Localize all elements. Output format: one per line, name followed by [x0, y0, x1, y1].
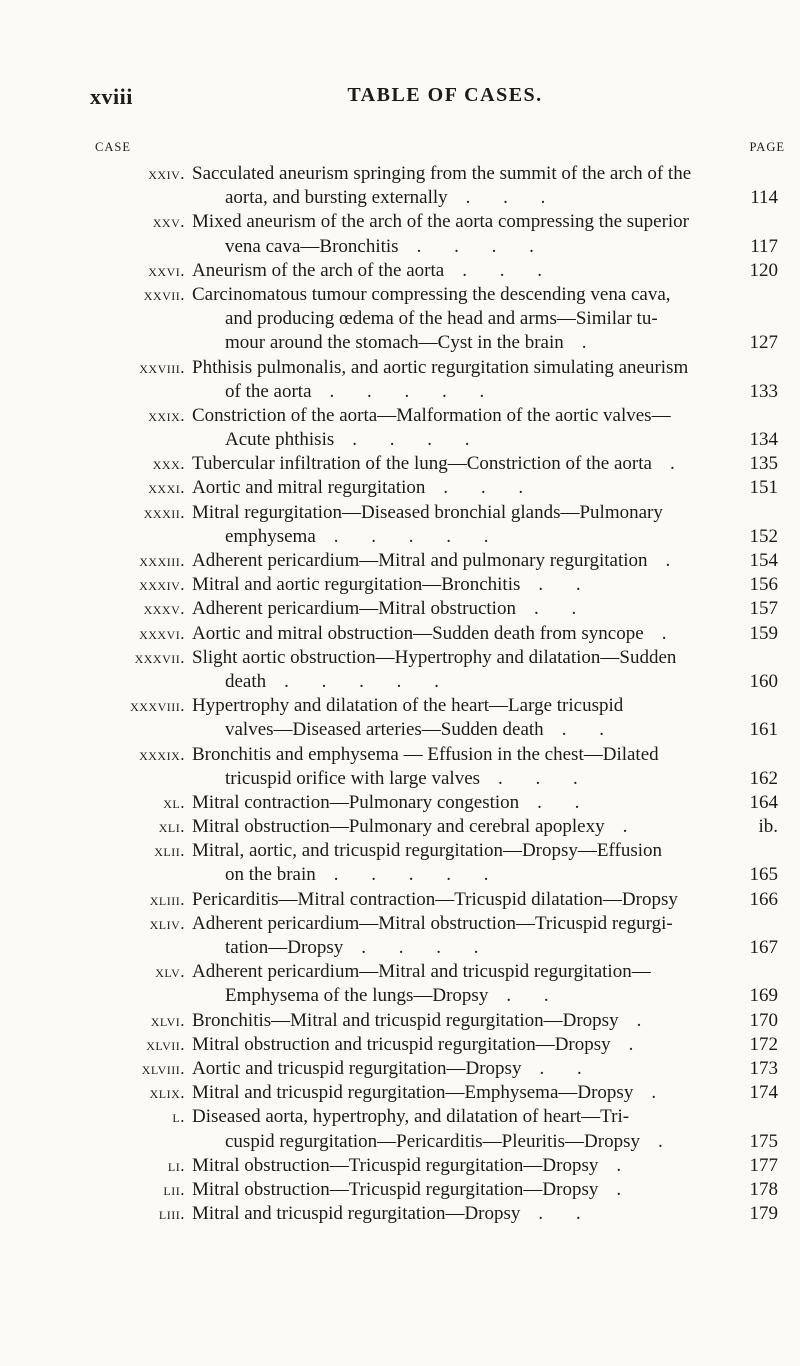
case-description-text: Pericarditis—Mitral contraction—Tricuspid dilatation—Dropsy — [192, 888, 678, 910]
case-description-text: Bronchitis and emphysema — Effusion in the chest—Dilated — [192, 743, 659, 765]
dot-leaders: . — [636, 1009, 642, 1031]
case-description-text: Emphysema of the lungs—Dropsy — [225, 985, 489, 1007]
page-reference: 156 — [749, 574, 778, 596]
case-description-line — [0, 888, 800, 912]
case-number: xliii. — [149, 889, 185, 909]
page-reference: 167 — [749, 937, 778, 958]
case-description-text: Mitral, aortic, and tricuspid regurgitation—Dropsy—Effusion — [192, 840, 662, 862]
case-description-text: Constriction of the aorta—Malformation of the aortic valves— — [192, 404, 671, 426]
case-number: xlv. — [155, 962, 185, 982]
case-number: xxix. — [148, 405, 185, 425]
case-description-line — [0, 1130, 800, 1154]
table-row — [0, 791, 800, 815]
dot-leaders: . — [661, 622, 667, 644]
page-reference: 177 — [749, 1154, 778, 1176]
case-description-line — [0, 960, 800, 984]
table-of-cases — [0, 162, 800, 1226]
case-description-line — [0, 767, 800, 791]
case-description-text: Mitral obstruction—Pulmonary and cerebral apoplexy — [192, 816, 605, 838]
page-reference: 151 — [749, 477, 778, 499]
dot-leaders: . — [628, 1033, 634, 1055]
case-description-line — [0, 1033, 800, 1057]
table-row — [0, 501, 800, 549]
page-reference: 170 — [749, 1009, 778, 1031]
page-column-header: PAGE — [749, 140, 785, 154]
page-number: xviii — [90, 84, 133, 109]
case-description-line — [0, 1154, 800, 1178]
case-description-text: Tubercular infiltration of the lung—Constriction of the aorta — [192, 453, 652, 475]
table-row — [0, 283, 800, 356]
case-description-text: Mitral obstruction—Tricuspid regurgitation—Dropsy — [192, 1178, 599, 1200]
case-description-line — [0, 331, 800, 355]
case-description-text: cuspid regurgitation—Pericarditis—Pleuritis—Dropsy — [225, 1130, 640, 1152]
dot-leaders: . — [651, 1082, 657, 1104]
case-description-text: Sacculated aneurism springing from the summit of the arch of the — [192, 163, 692, 184]
dot-leaders: . . — [561, 719, 604, 741]
dot-leaders: . . — [506, 985, 549, 1007]
page-reference: 133 — [749, 380, 778, 402]
case-number: xxxv. — [143, 599, 185, 619]
case-description-text: Slight aortic obstruction—Hypertrophy and dilatation—Sudden — [192, 646, 677, 668]
dot-leaders: . . — [538, 574, 581, 596]
case-description-line — [0, 380, 800, 404]
case-number: l. — [172, 1107, 185, 1127]
case-description-text: Carcinomatous tumour compressing the descending vena cava, — [192, 283, 671, 305]
table-row — [0, 1081, 800, 1105]
case-description-line — [0, 573, 800, 597]
dot-leaders: . . . — [462, 259, 542, 281]
page-reference: 164 — [749, 791, 778, 813]
case-description-line — [0, 912, 800, 936]
dot-leaders: . — [622, 816, 628, 838]
case-column-header: CASE — [95, 140, 131, 154]
case-description-text: Hypertrophy and dilatation of the heart—Large tricuspid — [192, 695, 624, 717]
case-description-line — [0, 1081, 800, 1105]
case-description-text: Mitral obstruction and tricuspid regurgitation—Dropsy — [192, 1033, 611, 1055]
dot-leaders: . . — [538, 1203, 581, 1225]
table-row — [0, 646, 800, 694]
case-number: li. — [167, 1155, 185, 1175]
case-description-line — [0, 646, 800, 670]
table-row — [0, 1202, 800, 1226]
case-description-line — [0, 597, 800, 621]
dot-leaders: . . . — [498, 767, 578, 789]
running-head — [90, 84, 780, 108]
case-description-text: Aortic and mitral obstruction—Sudden death from syncope — [192, 622, 644, 644]
page-reference: 179 — [749, 1203, 778, 1225]
case-description-line — [0, 815, 800, 839]
page-reference: 159 — [749, 622, 778, 644]
case-description-text: Mitral obstruction—Tricuspid regurgitation—Dropsy — [192, 1154, 599, 1176]
table-row — [0, 210, 800, 258]
case-description-line — [0, 549, 800, 573]
case-number: xxxii. — [143, 502, 185, 522]
case-description-line — [0, 235, 800, 259]
dot-leaders: . — [657, 1130, 663, 1152]
case-description-line — [0, 283, 800, 307]
case-description-line — [0, 476, 800, 500]
table-row — [0, 622, 800, 646]
table-row — [0, 259, 800, 283]
dot-leaders: . . . . . — [329, 380, 485, 402]
case-description-line — [0, 670, 800, 694]
case-description-line — [0, 1178, 800, 1202]
dot-leaders: . . . — [465, 187, 546, 209]
case-description-line — [0, 718, 800, 742]
table-row — [0, 1105, 800, 1153]
case-description-text: death — [225, 670, 267, 692]
case-description-text: Aneurism of the arch of the aorta — [192, 259, 445, 281]
table-row — [0, 549, 800, 573]
case-description-text: Aortic and tricuspid regurgitation—Dropsy — [192, 1057, 522, 1079]
dot-leaders: . . — [533, 598, 577, 620]
case-description-text: Mitral contraction—Pulmonary congestion — [192, 791, 520, 813]
page-reference: 114 — [750, 187, 778, 209]
case-description-text: Mitral and aortic regurgitation—Bronchitis — [192, 574, 521, 596]
case-description-text: Mitral and tricuspid regurgitation—Dropsy — [192, 1203, 521, 1225]
page-reference: 169 — [749, 985, 778, 1007]
case-description-line — [0, 743, 800, 767]
table-row — [0, 912, 800, 960]
dot-leaders: . — [581, 332, 587, 354]
page-reference: 162 — [749, 767, 778, 789]
case-description-line — [0, 525, 800, 549]
case-description-text: Adherent pericardium—Mitral and pulmonary regurgitation — [192, 550, 648, 571]
case-number: xlix. — [149, 1083, 185, 1103]
case-number: xxx. — [152, 454, 185, 474]
case-description-line — [0, 356, 800, 380]
case-number: xxxix. — [139, 744, 185, 764]
case-description-text: tation—Dropsy — [225, 937, 344, 958]
dot-leaders: . . . . . — [333, 525, 489, 547]
table-row — [0, 815, 800, 839]
case-number: xlvii. — [146, 1034, 185, 1054]
page-reference: 120 — [749, 259, 778, 281]
dot-leaders: . — [616, 1178, 622, 1200]
table-row — [0, 162, 800, 210]
case-description-line — [0, 186, 800, 210]
page-reference: 127 — [749, 332, 778, 354]
case-description-text: Mixed aneurism of the arch of the aorta compressing the superior — [192, 211, 690, 233]
table-row — [0, 1178, 800, 1202]
dot-leaders: . . . . — [361, 937, 479, 958]
case-number: xxvi. — [148, 260, 185, 280]
table-row — [0, 404, 800, 452]
table-row — [0, 476, 800, 500]
table-row — [0, 743, 800, 791]
table-row — [0, 694, 800, 742]
column-headers — [95, 140, 785, 156]
case-number: xxxvii. — [134, 647, 185, 667]
case-number: xxviii. — [139, 357, 185, 377]
case-description-line — [0, 791, 800, 815]
case-description-line — [0, 1009, 800, 1033]
page-reference: 154 — [749, 550, 778, 571]
table-row — [0, 839, 800, 887]
case-description-text: emphysema — [225, 525, 316, 547]
table-row — [0, 573, 800, 597]
table-row — [0, 1033, 800, 1057]
dot-leaders: . — [616, 1154, 622, 1176]
case-number: xliv. — [149, 913, 185, 933]
case-description-line — [0, 307, 800, 331]
dot-leaders: . — [665, 550, 671, 571]
page-reference: 152 — [749, 525, 778, 547]
case-number: xl. — [163, 792, 185, 812]
table-row — [0, 1154, 800, 1178]
case-number: lii. — [163, 1179, 185, 1199]
case-number: xli. — [158, 817, 185, 837]
case-number: xxxviii. — [130, 696, 185, 716]
page-reference: 161 — [749, 719, 778, 741]
case-description-text: valves—Diseased arteries—Sudden death — [225, 719, 544, 741]
case-description-text: Diseased aorta, hypertrophy, and dilatation of heart—Tri- — [192, 1106, 630, 1128]
case-description-text: aorta, and bursting externally — [225, 187, 448, 209]
dot-leaders: . . — [537, 791, 580, 813]
page-reference: 157 — [749, 598, 778, 620]
case-description-line — [0, 984, 800, 1008]
case-description-text: tricuspid orifice with large valves — [225, 767, 481, 789]
case-number: xxv. — [152, 212, 185, 232]
case-description-line — [0, 428, 800, 452]
case-description-text: Phthisis pulmonalis, and aortic regurgitation simulating aneurism — [192, 356, 689, 378]
page-reference: 178 — [749, 1178, 778, 1200]
case-description-text: and producing œdema of the head and arms—Similar tu- — [225, 308, 658, 330]
case-description-text: Acute phthisis — [225, 429, 335, 451]
case-description-line — [0, 1057, 800, 1081]
case-description-text: Adherent pericardium—Mitral obstruction—Tricuspid regurgi- — [192, 912, 673, 934]
case-description-line — [0, 839, 800, 863]
page-reference: 165 — [749, 864, 778, 886]
case-description-text: Adherent pericardium—Mitral obstruction — [192, 598, 516, 620]
case-number: xxxiii. — [139, 551, 185, 570]
dot-leaders: . . . . . — [284, 670, 439, 692]
case-number: xxxiv. — [139, 575, 185, 595]
dot-leaders: . . . . . — [333, 864, 489, 886]
page-reference: 172 — [749, 1033, 778, 1055]
table-row — [0, 356, 800, 404]
dot-leaders: . — [669, 453, 675, 475]
page-reference: ib. — [758, 816, 778, 838]
case-number: xlvi. — [150, 1010, 185, 1030]
page-reference: 160 — [749, 670, 778, 692]
page-reference: 117 — [750, 235, 778, 257]
case-number: xxxi. — [148, 478, 185, 498]
dot-leaders: . . . . — [416, 235, 534, 257]
table-row — [0, 1057, 800, 1081]
case-description-text: Aortic and mitral regurgitation — [192, 477, 426, 499]
case-description-text: Mitral and tricuspid regurgitation—Emphysema—Dropsy — [192, 1082, 634, 1104]
dot-leaders: . . . — [443, 477, 524, 499]
table-row — [0, 452, 800, 476]
table-row — [0, 1009, 800, 1033]
case-description-line — [0, 694, 800, 718]
dot-leaders: . . — [539, 1057, 582, 1079]
case-description-line — [0, 936, 800, 960]
page-reference: 175 — [749, 1130, 778, 1152]
case-description-text: Bronchitis—Mitral and tricuspid regurgitation—Dropsy — [192, 1009, 619, 1031]
case-description-line — [0, 622, 800, 646]
table-row — [0, 888, 800, 912]
case-description-line — [0, 210, 800, 234]
case-number: xlviii. — [141, 1058, 185, 1078]
case-description-text: on the brain — [225, 864, 316, 886]
case-description-line — [0, 404, 800, 428]
page-reference: 135 — [749, 453, 778, 475]
case-number: xxiv. — [148, 164, 185, 183]
case-description-line — [0, 162, 800, 186]
page-title: TABLE OF CASES. — [347, 84, 543, 106]
case-description-line — [0, 1202, 800, 1226]
case-description-line — [0, 1105, 800, 1129]
page-reference: 174 — [749, 1082, 778, 1104]
case-description-text: Adherent pericardium—Mitral and tricuspid regurgitation— — [192, 961, 651, 983]
dot-leaders: . . . . — [352, 429, 470, 451]
page-reference: 173 — [749, 1057, 778, 1079]
case-description-text: Mitral regurgitation—Diseased bronchial glands—Pulmonary — [192, 501, 663, 523]
case-description-line — [0, 452, 800, 476]
case-description-text: of the aorta — [225, 380, 312, 402]
case-description-text: mour around the stomach—Cyst in the brain — [225, 332, 564, 354]
page-reference: 166 — [749, 888, 778, 910]
case-description-line — [0, 863, 800, 887]
case-number: xxvii. — [143, 284, 185, 304]
case-number: liii. — [158, 1204, 185, 1224]
table-row — [0, 960, 800, 1008]
case-number: xxxvi. — [139, 623, 185, 643]
case-number: xlii. — [154, 841, 185, 861]
case-description-line — [0, 259, 800, 283]
table-row — [0, 597, 800, 621]
case-description-text: vena cava—Bronchitis — [225, 235, 399, 257]
case-description-line — [0, 501, 800, 525]
page-reference: 134 — [749, 429, 778, 451]
